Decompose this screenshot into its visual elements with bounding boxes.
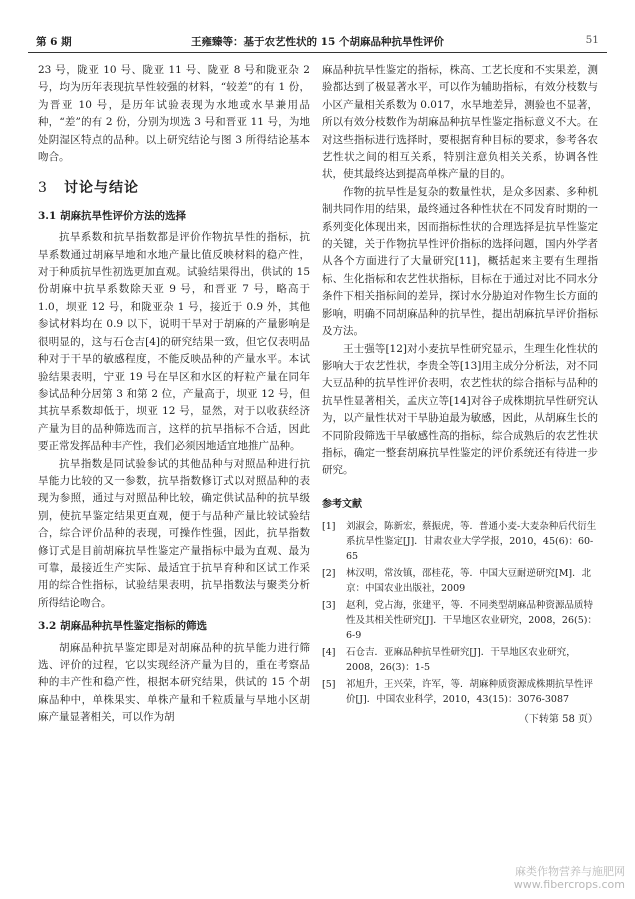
reference-item — [322, 677, 598, 707]
reference-number: [4] — [322, 647, 336, 659]
reference-text: 石仓吉．亚麻品种抗旱性研究[J]．干旱地区农业研究，2008，26(3)：1-5 — [346, 647, 576, 674]
section-3-number: 3 — [38, 180, 48, 197]
paragraph-traits: 作物的抗旱性是复杂的数量性状，是众多因素、多种机制共同作用的结果，最终通过各种性状在不同发育时期的一系列变化体现出来，因而指标性状的合理选择是抗旱性鉴定的关键，关于作物抗旱性评价指标的选择问题，国内外学者从各个方面进行了大量研究[11]，概括起来主要有生理指标、生化指标和农艺性状指标，目标在于通过对比不同水分条件下相关指标间的差异，探讨水分胁迫对作物生长方面的影响，明确不同胡麻品种的抗旱性，提出胡麻抗旱评价指标及方法。 — [322, 185, 598, 338]
left-column — [38, 62, 310, 727]
section-3-heading — [38, 180, 310, 197]
reference-item — [322, 598, 598, 643]
watermark-site-name: 麻类作物营养与施肥网 — [515, 865, 625, 878]
section-3-title: 讨论与结论 — [64, 180, 139, 197]
subsection-3-2-number: 3.2 — [38, 620, 57, 633]
reference-item — [322, 519, 598, 564]
continued-note: （下转第 58 页） — [518, 714, 598, 726]
reference-text: 赵利，党占海，张建平，等．不同类型胡麻品种资源品质特性及其相关性研究[J]．干旱地区农业研究，2008，26(5)：6-9 — [346, 600, 597, 642]
paragraph-3-1-b: 抗旱指数是同试验参试的其他品种与对照品种进行抗旱能力比较的又一参数，抗旱指数修订式以对照品种的表现为参照，通过与对照品种比较，确定供试品种的抗旱级别，使抗旱鉴定结果更直观，便于与品种产量比较试验结合，综合评价品种的表现，可操作性强，因此，抗旱指数修订式是目前胡麻抗旱性鉴定产量指标中最为直观、最为可靠，最接近生产实际、最适宜于抗旱育种和区试工作采用的综合性指标，试验结果表明，抗旱指数法与聚类分析所得结论吻合。 — [38, 457, 310, 609]
subsection-3-1-heading — [38, 208, 310, 225]
reference-text: 祁旭升，王兴荣，许军，等．胡麻种质资源成株期抗旱性评价[J]．中国农业科学，2010，43(15)：3076-3087 — [346, 679, 594, 706]
subsection-3-2-title: 胡麻品种抗旱性鉴定指标的筛选 — [60, 620, 207, 633]
subsection-3-1-number: 3.1 — [38, 209, 57, 222]
reference-number: [2] — [322, 568, 336, 580]
reference-text: 刘淑会，陈新宏，蔡振虎，等．普通小麦-大麦杂种后代衍生系抗旱性鉴定[J]．甘肃农业大学学报，2010，45(6)：60-65 — [346, 521, 597, 563]
running-title: 王雍臻等：基于农艺性状的 15 个胡麻品种抗旱性评价 — [191, 36, 444, 48]
reference-list — [322, 519, 598, 707]
paragraph-3-1-a: 抗旱系数和抗旱指数都是评价作物抗旱性的指标，抗旱系数通过胡麻旱地和水地产量比值反映材料的稳产性，对于种质抗旱性初选更加直观。试验结果得出，供试的 15 份胡麻中抗旱系数除天亚 9 号，和晋亚 7 号，略高于 1.0，坝亚 12 号，和陇亚杂 1 号，接近于 0.9 外，其他参试材料均在 0.9 以下，说明干旱对于胡麻的产量影响是很明显的，这与石仓吉[4]的研究结果一致，但它仅表明品种对于干旱的敏感程度，不能反映品种的产量水平。本试验结果表明，宁亚 19 号在旱区和水区的籽粒产量在同年参试品种分居第 3 和第 2 位，产量高于，坝亚 12 号，但其抗旱系数却低于，坝亚 12 号，显然，对于以收获经济产量为目的品种筛选而言，这样的抗旱指标不合适，因此要正常发挥品种丰产性，我们必须因地适宜地推广品种。 — [38, 231, 310, 453]
reference-text: 林汉明，常汝镇，邵桂花，等．中国大豆耐逆研究[M]．北京：中国农业出版社，2009 — [346, 568, 592, 595]
right-column — [322, 62, 598, 729]
subsection-3-2-heading — [38, 618, 310, 635]
reference-number: [5] — [322, 679, 336, 691]
watermark-url: www.fibercrops.com — [513, 878, 625, 891]
reference-item — [322, 645, 598, 675]
running-header — [28, 30, 607, 53]
paragraph-3-2: 胡麻品种抗旱鉴定即是对胡麻品种的抗旱能力进行筛选、评价的过程，它以实现经济产量为目的，重在考察品种的丰产性和稳产性，根据本研究结果，供试的 15 个胡麻品种中，单株果实、单株产量和千粒质量与旱地小区胡麻产量显著相关，可以作为胡 — [38, 641, 310, 724]
references-title: 参考文献 — [322, 498, 362, 510]
intro-paragraph: 23 号，陇亚 10 号、陇亚 11 号、陇亚 8 号和陇亚杂 2 号，均为历年表现抗旱性较强的材料，“较差”的有 1 份，为晋亚 10 号，是历年试验表现为水地或水旱兼用品种，“差”的有 2 份，分别为坝选 3 号和晋亚 11 号，为地处阴湿区特点的品种。以上研究结论与图 3 所得结论基本吻合。 — [38, 64, 310, 164]
reference-item — [322, 566, 598, 596]
site-watermark — [514, 865, 625, 891]
reference-number: [1] — [322, 521, 336, 533]
paragraph-prior-research: 王士强等[12]对小麦抗旱性研究显示，生理生化性状的影响大于农艺性状，李贵全等[13]用主成分分析法，对不同大豆品种的抗旱性评价表明，农艺性状的综合指标与品种的抗旱性显著相关，孟庆立等[14]对谷子成株期抗旱性研究认为，以产量性状对干旱胁迫最为敏感，因此，从胡麻生长的不同阶段筛选干旱敏感性高的指标，综合成熟后的农艺性状指标，确定一整套胡麻抗旱性鉴定的评价系统还有待进一步研究。 — [322, 342, 598, 477]
page-number: 51 — [585, 34, 599, 46]
issue-number: 第 6 期 — [36, 36, 72, 48]
paragraph-continued: 麻品种抗旱性鉴定的指标，株高、工艺长度和不实果差，测验都达到了极显著水平，可以作为辅助指标，有效分枝数与小区产量相关系数为 0.017，水旱地差异，测验也不显著，所以有效分枝数作为胡麻品种抗旱性鉴定指标意义不大。在对这些指标进行选择时，要根据育种目标的要求，参考各农艺性状之间的相互关系，特别注意负相关关系，协调各性状，使其最终达到提高单株产量的目的。 — [322, 64, 598, 181]
subsection-3-1-title: 胡麻抗旱性评价方法的选择 — [60, 209, 186, 222]
reference-number: [3] — [322, 600, 336, 612]
